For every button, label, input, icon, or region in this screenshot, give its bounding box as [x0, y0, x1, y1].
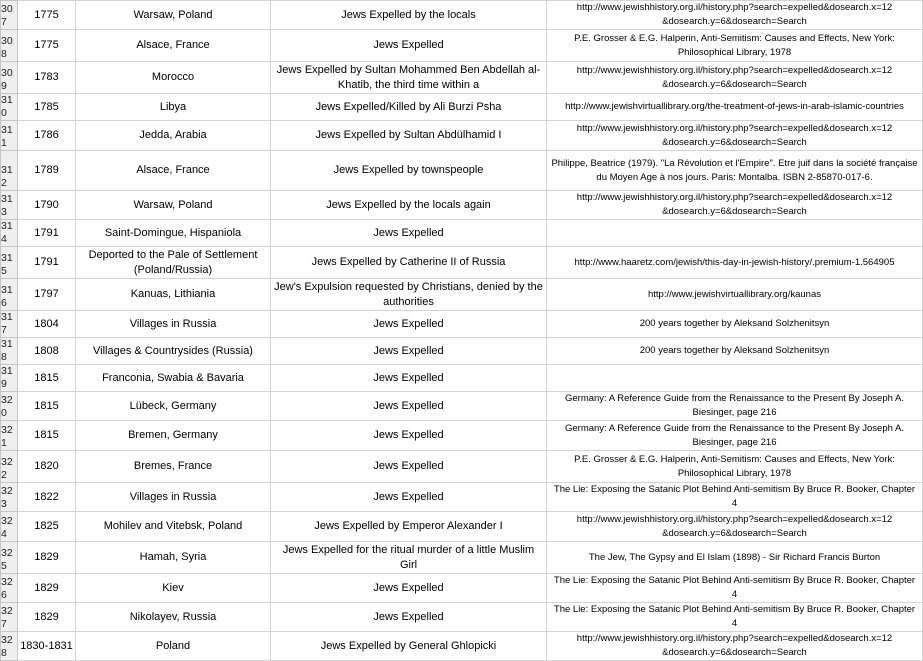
row-header[interactable]: 317	[1, 311, 18, 338]
cell-source[interactable]	[547, 365, 923, 392]
cell-source[interactable]: Germany: A Reference Guide from the Renaissance to the Present By Joseph A. Biesinger, page 216	[547, 392, 923, 421]
cell-year[interactable]: 1783	[18, 62, 76, 94]
row-header[interactable]: 310	[1, 94, 18, 121]
cell-year[interactable]: 1797	[18, 279, 76, 311]
cell-year[interactable]: 1775	[18, 1, 76, 30]
cell-location[interactable]: Kiev	[76, 574, 271, 603]
cell-year[interactable]: 1789	[18, 151, 76, 191]
cell-event[interactable]: Jews Expelled by Emperor Alexander I	[271, 512, 547, 542]
cell-location[interactable]: Villages & Countrysides (Russia)	[76, 338, 271, 365]
row-header[interactable]: 313	[1, 191, 18, 220]
cell-source[interactable]: http://www.jewishhistory.org.il/history.php?search=expelled&dosearch.x=12 &dosearch.y=6&dosearch=Search	[547, 191, 923, 220]
cell-location[interactable]: Bremes, France	[76, 451, 271, 483]
cell-location[interactable]: Kanuas, Lithiania	[76, 279, 271, 311]
cell-location[interactable]: Lübeck, Germany	[76, 392, 271, 421]
cell-event[interactable]: Jews Expelled	[271, 483, 547, 512]
cell-source[interactable]: The Lie: Exposing the Satanic Plot Behind Anti-semitism By Bruce R. Booker, Chapter 4	[547, 603, 923, 632]
table-row	[1, 151, 923, 191]
table-row	[1, 542, 923, 574]
table-row	[1, 220, 923, 247]
row-header[interactable]: 315	[1, 247, 18, 279]
cell-location[interactable]: Morocco	[76, 62, 271, 94]
row-header[interactable]: 323	[1, 483, 18, 512]
row-header[interactable]: 314	[1, 220, 18, 247]
cell-event[interactable]: Jews Expelled	[271, 451, 547, 483]
cell-location[interactable]: Franconia, Swabia & Bavaria	[76, 365, 271, 392]
cell-event[interactable]: Jews Expelled by Sultan Abdülhamid I	[271, 121, 547, 151]
row-header[interactable]: 311	[1, 121, 18, 151]
cell-year[interactable]: 1815	[18, 421, 76, 451]
cell-year[interactable]: 1791	[18, 220, 76, 247]
cell-year[interactable]: 1829	[18, 542, 76, 574]
cell-source[interactable]: Germany: A Reference Guide from the Renaissance to the Present By Joseph A. Biesinger, page 216	[547, 421, 923, 451]
row-header[interactable]: 325	[1, 542, 18, 574]
cell-year[interactable]: 1804	[18, 311, 76, 338]
cell-event[interactable]: Jews Expelled	[271, 574, 547, 603]
cell-source[interactable]: 200 years together by Aleksand Solzhenitsyn	[547, 338, 923, 365]
row-header[interactable]: 318	[1, 338, 18, 365]
cell-source[interactable]	[547, 220, 923, 247]
cell-year[interactable]: 1829	[18, 574, 76, 603]
cell-source[interactable]: 200 years together by Aleksand Solzhenitsyn	[547, 311, 923, 338]
row-header[interactable]: 307	[1, 1, 18, 30]
row-header[interactable]: 324	[1, 512, 18, 542]
cell-source[interactable]: The Lie: Exposing the Satanic Plot Behind Anti-semitism By Bruce R. Booker, Chapter 4	[547, 483, 923, 512]
row-header[interactable]: 322	[1, 451, 18, 483]
row-header[interactable]: 326	[1, 574, 18, 603]
table-row	[1, 632, 923, 661]
cell-location[interactable]: Bremen, Germany	[76, 421, 271, 451]
cell-source[interactable]: The Jew, The Gypsy and El Islam (1898) - Sir Richard Francis Burton	[547, 542, 923, 574]
cell-source[interactable]: P.E. Grosser & E.G. Halperin, Anti-Semitism: Causes and Effects, New York: Philosophical Library, 1978	[547, 30, 923, 62]
table-row	[1, 247, 923, 279]
row-header[interactable]: 327	[1, 603, 18, 632]
table-row	[1, 1, 923, 30]
table-row	[1, 279, 923, 311]
cell-location[interactable]: Villages in Russia	[76, 311, 271, 338]
cell-year[interactable]: 1822	[18, 483, 76, 512]
table-row	[1, 62, 923, 94]
cell-location[interactable]: Poland	[76, 632, 271, 661]
sheet-body	[1, 1, 923, 661]
cell-year[interactable]: 1815	[18, 365, 76, 392]
row-header[interactable]: 316	[1, 279, 18, 311]
table-row	[1, 30, 923, 62]
cell-event[interactable]: Jews Expelled by Catherine II of Russia	[271, 247, 547, 279]
row-header[interactable]: 320	[1, 392, 18, 421]
cell-event[interactable]: Jews Expelled for the ritual murder of a little Muslim Girl	[271, 542, 547, 574]
table-row	[1, 94, 923, 121]
cell-event[interactable]: Jews Expelled by townspeople	[271, 151, 547, 191]
cell-event[interactable]: Jews Expelled	[271, 311, 547, 338]
cell-source[interactable]: http://www.jewishhistory.org.il/history.php?search=expelled&dosearch.x=12 &dosearch.y=6&dosearch=Search	[547, 632, 923, 661]
table-row	[1, 338, 923, 365]
cell-year[interactable]: 1785	[18, 94, 76, 121]
cell-year[interactable]: 1830-1831	[18, 632, 76, 661]
row-header[interactable]: 308	[1, 30, 18, 62]
cell-year[interactable]: 1825	[18, 512, 76, 542]
cell-location[interactable]: Deported to the Pale of Settlement (Poland/Russia)	[76, 247, 271, 279]
cell-event[interactable]: Jews Expelled by Sultan Mohammed Ben Abdellah al-Khatib, the third time within a	[271, 62, 547, 94]
cell-event[interactable]: Jews Expelled	[271, 338, 547, 365]
row-header[interactable]: 328	[1, 632, 18, 661]
cell-year[interactable]: 1820	[18, 451, 76, 483]
cell-source[interactable]: http://www.jewishhistory.org.il/history.php?search=expelled&dosearch.x=12 &dosearch.y=6&dosearch=Search	[547, 121, 923, 151]
row-header[interactable]: 319	[1, 365, 18, 392]
cell-source[interactable]: http://www.jewishvirtuallibrary.org/the-treatment-of-jews-in-arab-islamic-countries	[547, 94, 923, 121]
cell-location[interactable]: Alsace, France	[76, 151, 271, 191]
cell-year[interactable]: 1815	[18, 392, 76, 421]
cell-event[interactable]: Jews Expelled by the locals again	[271, 191, 547, 220]
cell-location[interactable]: Mohilev and Vitebsk, Poland	[76, 512, 271, 542]
table-row	[1, 603, 923, 632]
cell-event[interactable]: Jews Expelled by General Ghlopicki	[271, 632, 547, 661]
cell-location[interactable]: Warsaw, Poland	[76, 191, 271, 220]
row-header[interactable]: 309	[1, 62, 18, 94]
table-row	[1, 365, 923, 392]
cell-event[interactable]: Jews Expelled	[271, 30, 547, 62]
cell-source[interactable]: http://www.jewishvirtuallibrary.org/kaunas	[547, 279, 923, 311]
table-row	[1, 311, 923, 338]
table-row	[1, 451, 923, 483]
cell-location[interactable]: Nikolayev, Russia	[76, 603, 271, 632]
cell-location[interactable]: Alsace, France	[76, 30, 271, 62]
cell-location[interactable]: Hamah, Syria	[76, 542, 271, 574]
table-row	[1, 121, 923, 151]
cell-location[interactable]: Saint-Domingue, Hispaniola	[76, 220, 271, 247]
cell-event[interactable]: Jews Expelled	[271, 365, 547, 392]
table-row	[1, 483, 923, 512]
cell-source[interactable]: Philippe, Beatrice (1979). "La Révolution et l'Empire". Etre juif dans la société française du Moyen Age à nos jours. Paris: Montalba. ISBN 2-85870-017-6.	[547, 151, 923, 191]
cell-year[interactable]: 1790	[18, 191, 76, 220]
cell-year[interactable]: 1791	[18, 247, 76, 279]
table-row	[1, 574, 923, 603]
cell-year[interactable]: 1829	[18, 603, 76, 632]
cell-event[interactable]: Jews Expelled	[271, 220, 547, 247]
cell-location[interactable]: Villages in Russia	[76, 483, 271, 512]
cell-source[interactable]: http://www.jewishhistory.org.il/history.php?search=expelled&dosearch.x=12 &dosearch.y=6&dosearch=Search	[547, 1, 923, 30]
cell-year[interactable]: 1775	[18, 30, 76, 62]
table-row	[1, 191, 923, 220]
cell-year[interactable]: 1808	[18, 338, 76, 365]
cell-event[interactable]: Jew's Expulsion requested by Christians, denied by the authorities	[271, 279, 547, 311]
cell-event[interactable]: Jews Expelled	[271, 421, 547, 451]
cell-location[interactable]: Warsaw, Poland	[76, 1, 271, 30]
cell-source[interactable]: The Lie: Exposing the Satanic Plot Behind Anti-semitism By Bruce R. Booker, Chapter 4	[547, 574, 923, 603]
row-header[interactable]: 312	[1, 151, 18, 191]
table-row	[1, 421, 923, 451]
cell-source[interactable]: http://www.haaretz.com/jewish/this-day-in-jewish-history/.premium-1.564905	[547, 247, 923, 279]
cell-year[interactable]: 1786	[18, 121, 76, 151]
cell-event[interactable]: Jews Expelled	[271, 603, 547, 632]
cell-event[interactable]: Jews Expelled	[271, 392, 547, 421]
row-header[interactable]: 321	[1, 421, 18, 451]
cell-source[interactable]: http://www.jewishhistory.org.il/history.php?search=expelled&dosearch.x=12 &dosearch.y=6&dosearch=Search	[547, 62, 923, 94]
table-row	[1, 512, 923, 542]
cell-location[interactable]: Libya	[76, 94, 271, 121]
cell-event[interactable]: Jews Expelled by the locals	[271, 1, 547, 30]
cell-event[interactable]: Jews Expelled/Killed by Ali Burzi Psha	[271, 94, 547, 121]
table-row	[1, 392, 923, 421]
cell-location[interactable]: Jedda, Arabia	[76, 121, 271, 151]
cell-source[interactable]: P.E. Grosser & E.G. Halperin, Anti-Semitism: Causes and Effects, New York: Philosophical Library, 1978	[547, 451, 923, 483]
cell-source[interactable]: http://www.jewishhistory.org.il/history.php?search=expelled&dosearch.x=12 &dosearch.y=6&dosearch=Search	[547, 512, 923, 542]
